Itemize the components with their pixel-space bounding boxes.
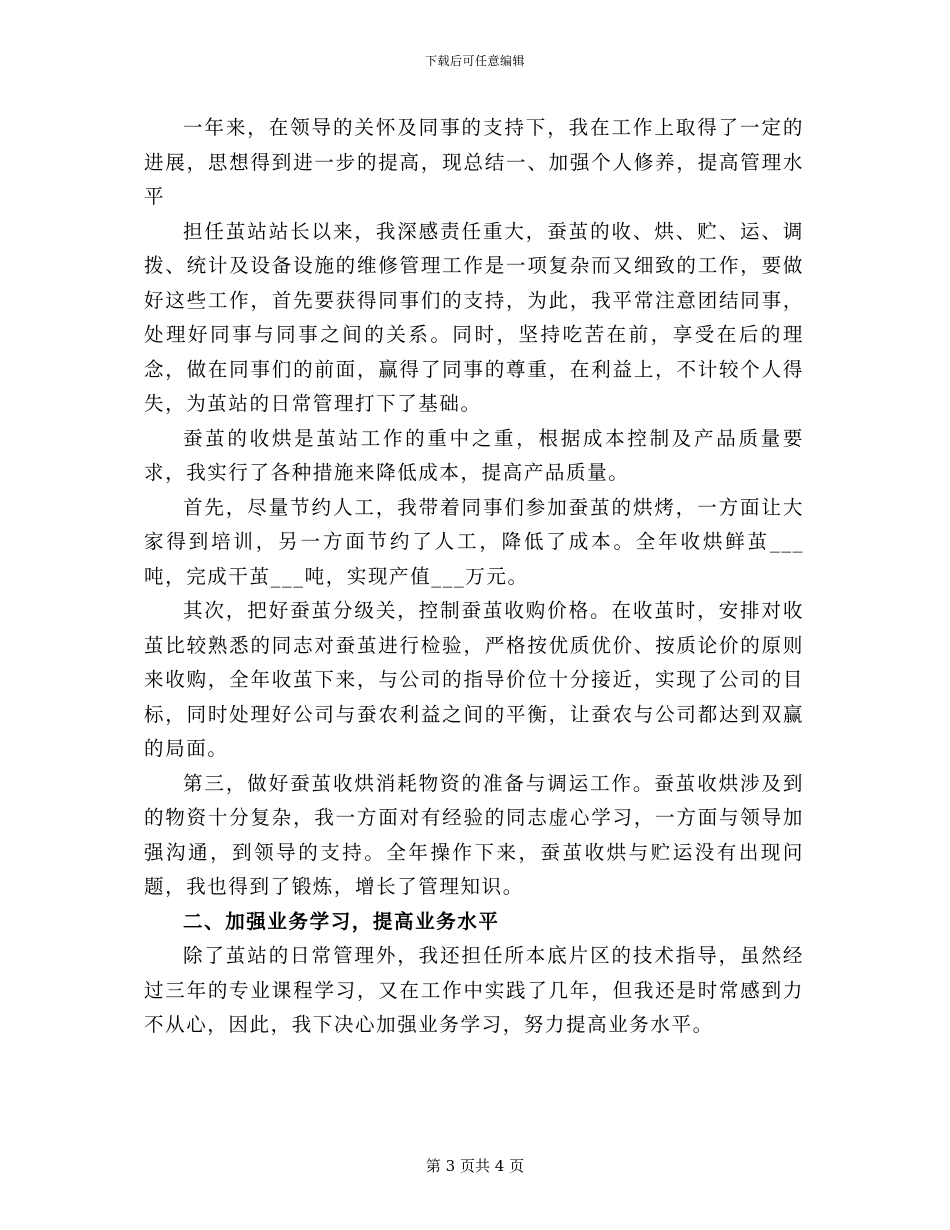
document-body	[144, 111, 804, 1043]
paragraph: 一年来，在领导的关怀及同事的支持下，我在工作上取得了一定的进展，思想得到进一步的提高，现总结一、加强个人修养，提高管理水平	[144, 116, 804, 208]
paragraph: 蚕茧的收烘是茧站工作的重中之重，根据成本控制及产品质量要求，我实行了各种措施来降低成本，提高产品质量。	[144, 426, 804, 484]
paragraph: 首先，尽量节约人工，我带着同事们参加蚕茧的烘烤，一方面让大家得到培训，另一方面节约了人工，降低了成本。全年收烘鲜茧___吨，完成干茧___吨，实现产值___万元。	[144, 495, 804, 588]
paragraph: 第三，做好蚕茧收烘消耗物资的准备与调运工作。蚕茧收烘涉及到的物资十分复杂，我一方面对有经验的同志虚心学习，一方面与领导加强沟通，到领导的支持。全年操作下来，蚕茧收烘与贮运没有出现问题，我也得到了锻炼，增长了管理知识。	[144, 771, 804, 898]
page-header: 下载后可任意编辑	[424, 54, 525, 68]
paragraph: 担任茧站站长以来，我深感责任重大，蚕茧的收、烘、贮、运、调拨、统计及设备设施的维修管理工作是一项复杂而又细致的工作，要做好这些工作，首先要获得同事们的支持，为此，我平常注意团结同事，处理好同事与同事之间的关系。同时，坚持吃苦在前，享受在后的理念，做在同事们的前面，赢得了同事的尊重，在利益上，不计较个人得失，为茧站的日常管理打下了基础。	[144, 219, 804, 415]
paragraph: 其次，把好蚕茧分级关，控制蚕茧收购价格。在收茧时，安排对收茧比较熟悉的同志对蚕茧进行检验，严格按优质优价、按质论价的原则来收购，全年收茧下来，与公司的指导价位十分接近，实现了公司的目标，同时处理好公司与蚕农利益之间的平衡，让蚕农与公司都达到双赢的局面。	[144, 599, 804, 760]
section-heading: 二、加强业务学习，提高业务水平	[183, 909, 500, 933]
paragraph: 除了茧站的日常管理外，我还担任所本底片区的技术指导，虽然经过三年的专业课程学习，又在工作中实践了几年，但我还是时常感到力不从心，因此，我下决心加强业务学习，努力提高业务水平。	[144, 944, 804, 1036]
page-footer: 第 3 页共 4 页	[425, 1157, 525, 1175]
